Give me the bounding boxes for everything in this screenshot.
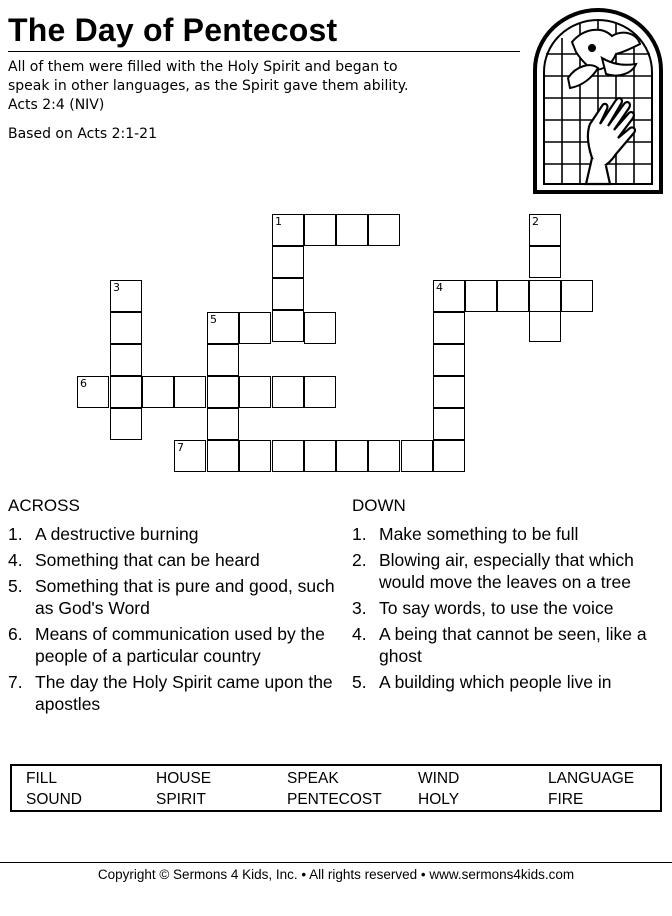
crossword-cell[interactable] [465, 280, 497, 312]
crossword-cell[interactable] [174, 376, 206, 408]
across-clues [8, 523, 338, 719]
down-clue: 1. Make something to be full [352, 524, 579, 544]
crossword-cell[interactable] [433, 344, 465, 376]
word-bank-item: LANGUAGE [548, 770, 635, 787]
across-clue: 4. Something that can be heard [8, 550, 260, 570]
title-divider [8, 51, 520, 52]
crossword-cell[interactable] [368, 440, 400, 472]
bible-verse [8, 58, 518, 115]
crossword-cell[interactable] [110, 376, 142, 408]
stained-glass-window-dove-hand-icon [532, 8, 664, 194]
scripture-source: Based on Acts 2:1-21 [8, 126, 157, 142]
word-bank [10, 764, 662, 812]
word-bank-item: SPIRIT [156, 791, 206, 808]
crossword-cell[interactable] [336, 440, 368, 472]
down-clue: 4. A being that cannot be seen, like a ghost [352, 624, 647, 666]
crossword-cell[interactable] [304, 376, 336, 408]
across-heading: ACROSS [8, 496, 80, 515]
across-clue: 7. The day the Holy Spirit came upon the apostles [8, 672, 333, 714]
down-clue: 5. A building which people live in [352, 672, 612, 692]
clue-number: 4 [436, 281, 443, 294]
footer-divider [0, 862, 672, 863]
word-bank-item: FIRE [548, 791, 584, 808]
clue-number: 3 [113, 281, 120, 294]
crossword-cell[interactable] [433, 376, 465, 408]
crossword-cell[interactable] [401, 440, 433, 472]
across-clue: 5. Something that is pure and good, such as God's Word [8, 576, 335, 618]
crossword-cell[interactable] [433, 280, 465, 312]
crossword-cell[interactable] [207, 440, 239, 472]
crossword-cell[interactable] [272, 214, 304, 246]
word-bank-item: HOUSE [156, 770, 212, 787]
crossword-cell[interactable] [272, 376, 304, 408]
crossword-cell[interactable] [207, 376, 239, 408]
crossword-cell[interactable] [142, 376, 174, 408]
down-clues [352, 523, 664, 697]
crossword-cell[interactable] [336, 214, 368, 246]
word-bank-item: SPEAK [287, 770, 339, 787]
verse-reference: Acts 2:4 (NIV) [8, 97, 105, 113]
word-bank-item: WIND [418, 770, 460, 787]
crossword-cell[interactable] [207, 344, 239, 376]
crossword-cell[interactable] [272, 278, 304, 310]
copyright-footer: Copyright © Sermons 4 Kids, Inc. • All rights reserved • www.sermons4kids.com [97, 867, 575, 882]
clue-number: 7 [177, 441, 184, 454]
crossword-cell[interactable] [433, 440, 465, 472]
crossword-cell[interactable] [207, 408, 239, 440]
crossword-cell[interactable] [174, 440, 206, 472]
crossword-cell[interactable] [272, 246, 304, 278]
down-clue: 3. To say words, to use the voice [352, 598, 614, 618]
crossword-cell[interactable] [239, 312, 271, 344]
crossword-cell[interactable] [110, 408, 142, 440]
crossword-cell[interactable] [239, 376, 271, 408]
crossword-cell[interactable] [110, 344, 142, 376]
crossword-cell[interactable] [272, 440, 304, 472]
crossword-cell[interactable] [433, 408, 465, 440]
crossword-cell[interactable] [529, 280, 561, 312]
crossword-cell[interactable] [110, 312, 142, 344]
across-clue: 6. Means of communication used by the people of a particular country [8, 624, 325, 666]
crossword-cell[interactable] [207, 312, 239, 344]
crossword-cell[interactable] [304, 312, 336, 344]
word-bank-item: HOLY [418, 791, 460, 808]
verse-line: speak in other languages, as the Spirit gave them ability. [8, 78, 409, 94]
crossword-cell[interactable] [433, 312, 465, 344]
down-heading: DOWN [352, 496, 406, 515]
across-clue: 1. A destructive burning [8, 524, 199, 544]
crossword-cell[interactable] [304, 440, 336, 472]
clue-number: 1 [275, 215, 282, 228]
clue-number: 5 [210, 313, 217, 326]
crossword-cell[interactable] [497, 280, 529, 312]
word-bank-item: SOUND [26, 791, 82, 808]
down-clue: 2. Blowing air, especially that which would move the leaves on a tree [352, 550, 634, 592]
crossword-cell[interactable] [529, 310, 561, 342]
crossword-cell[interactable] [368, 214, 400, 246]
crossword-cell[interactable] [110, 280, 142, 312]
crossword-cell[interactable] [561, 280, 593, 312]
crossword-cell[interactable] [239, 440, 271, 472]
page-title: The Day of Pentecost [8, 12, 338, 48]
crossword-cell[interactable] [304, 214, 336, 246]
crossword-cell[interactable] [272, 310, 304, 342]
verse-line: All of them were filled with the Holy Spirit and began to [8, 59, 398, 75]
word-bank-item: PENTECOST [287, 791, 382, 808]
word-bank-item: FILL [26, 770, 58, 787]
clue-number: 2 [532, 215, 539, 228]
crossword-cell[interactable] [77, 376, 109, 408]
crossword-cell[interactable] [529, 214, 561, 246]
clue-number: 6 [80, 377, 87, 390]
crossword-cell[interactable] [529, 246, 561, 278]
